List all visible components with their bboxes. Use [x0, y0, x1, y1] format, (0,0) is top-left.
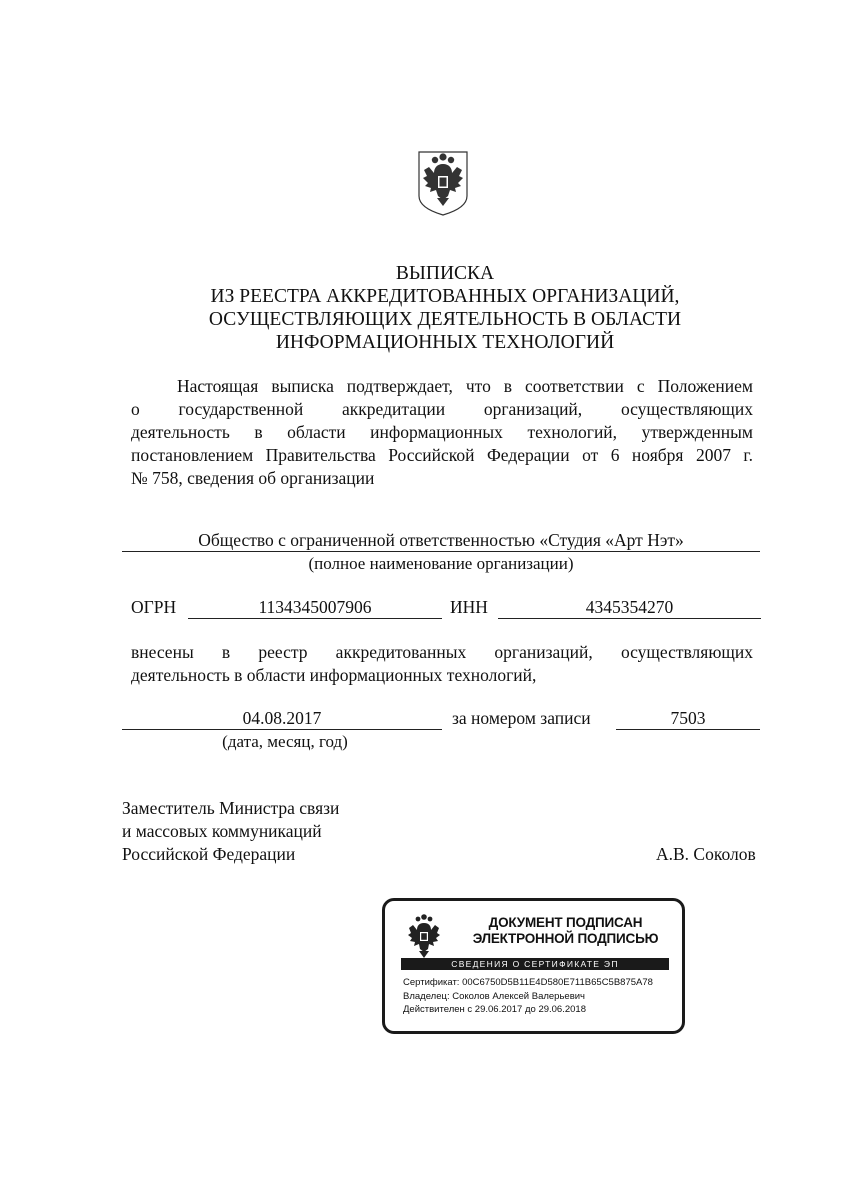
title-line: ОСУЩЕСТВЛЯЮЩИХ ДЕЯТЕЛЬНОСТЬ В ОБЛАСТИ — [208, 309, 682, 330]
certificate-owner: Владелец: Соколов Алексей Валерьевич — [403, 990, 585, 1002]
record-number: 7503 — [616, 707, 760, 730]
entry-date: 04.08.2017 — [122, 707, 442, 730]
signatory-position — [122, 797, 422, 866]
title-line: ИЗ РЕЕСТРА АККРЕДИТОВАННЫХ ОРГАНИЗАЦИЙ, — [210, 286, 680, 307]
stamp-title-line: ЭЛЕКТРОННОЙ ПОДПИСЬЮ — [472, 931, 659, 946]
intro-paragraph — [131, 375, 753, 490]
intro-line: № 758, сведения об организации — [131, 468, 375, 488]
position-line: Российской Федерации — [122, 844, 296, 864]
certificate-details — [403, 976, 683, 1017]
record-number-label: за номером записи — [452, 708, 591, 728]
registration-numbers-row — [131, 596, 761, 620]
electronic-signature-stamp — [382, 898, 685, 1034]
certificate-number: Сертификат: 00С6750D5B11E4D580E711B65C5B875A78 — [403, 977, 653, 988]
inn-value: 4345354270 — [498, 596, 761, 619]
intro-line: о государственной аккредитации организаций, осуществляющих — [131, 399, 753, 419]
title-line: ИНФОРМАЦИОННЫХ ТЕХНОЛОГИЙ — [275, 332, 615, 353]
ogrn-value: 1134345007906 — [188, 596, 442, 619]
title-line: ВЫПИСКА — [395, 263, 495, 284]
entry-line: внесены в реестр аккредитованных организаций, осуществляющих — [131, 642, 753, 662]
russian-coat-of-arms-icon — [415, 148, 471, 218]
russian-coat-of-arms-icon — [403, 911, 445, 961]
entry-date-caption: (дата, месяц, год) — [222, 732, 348, 751]
inn-label: ИНН — [450, 597, 488, 617]
document-title — [150, 262, 740, 354]
organization-name: Общество с ограниченной ответственностью «Студия «Арт Нэт» — [122, 529, 760, 552]
intro-line: деятельность в области информационных технологий, утвержденным — [131, 422, 753, 442]
intro-line: постановлением Правительства Российской Федерации от 6 ноября 2007 г. — [131, 445, 753, 465]
ogrn-label: ОГРН — [131, 597, 177, 617]
intro-line: Настоящая выписка подтверждает, что в соответствии с Положением — [177, 376, 753, 396]
position-line: Заместитель Министра связи — [122, 798, 340, 818]
stamp-title — [453, 915, 678, 947]
entry-paragraph — [131, 641, 753, 687]
signatory-name: А.В. Соколов — [656, 844, 756, 864]
position-line: и массовых коммуникаций — [122, 821, 322, 841]
stamp-title-line: ДОКУМЕНТ ПОДПИСАН — [488, 915, 643, 930]
entry-line: деятельность в области информационных технологий, — [131, 665, 537, 685]
certificate-info-header: СВЕДЕНИЯ О СЕРТИФИКАТЕ ЭП — [401, 958, 669, 970]
certificate-validity: Действителен с 29.06.2017 до 29.06.2018 — [403, 1004, 586, 1015]
registration-entry-row — [122, 707, 762, 731]
organization-name-caption: (полное наименование организации) — [308, 554, 574, 573]
